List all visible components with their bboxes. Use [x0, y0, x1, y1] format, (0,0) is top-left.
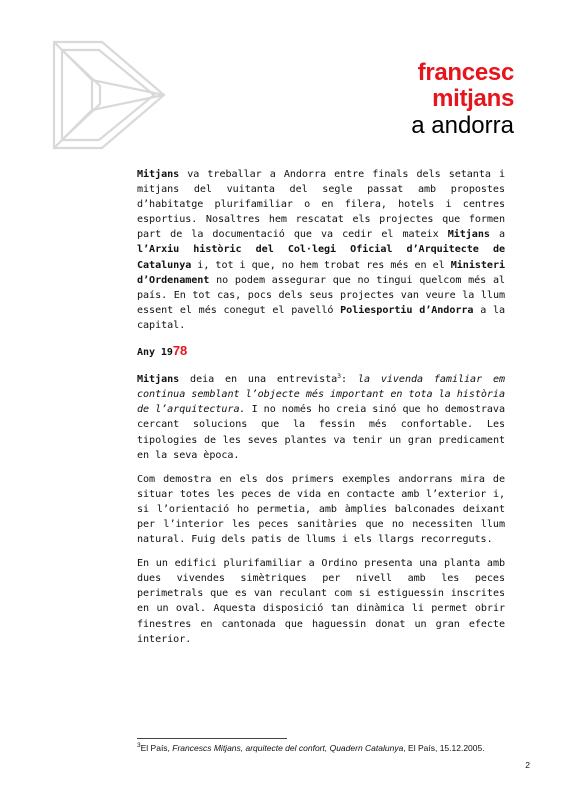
- text-span: I no només ho creia sinó que ho demostrava cercant solucions que la fessin més confortable. Les tipologies de les seves plantes va tenir un gran predicament en la seva època.: [137, 404, 505, 461]
- page-number: 2: [525, 760, 530, 770]
- text-span: :: [341, 374, 358, 386]
- year-highlight: 78: [172, 343, 188, 359]
- text-span: , El País, 15.12.2005.: [403, 743, 485, 753]
- diamond-outline-logo: [52, 40, 170, 150]
- pavilion-name: Poliesportiu d’Andorra: [340, 304, 474, 316]
- footnote-ref: 3: [337, 372, 342, 381]
- text-span: a: [489, 229, 505, 241]
- article-body: [137, 167, 505, 656]
- name-mitjans: Mitjans: [137, 169, 180, 180]
- footnote: [137, 743, 485, 753]
- text-span: va treballar a Andorra entre finals dels setanta i mitjans del vuitanta del segle passat amb propostes d’habitatge plurifamiliar o en filera, hotels i centres esportius. Nosaltres hem rescatat els projectes que formen part de la documentació que va cedir el mateix: [137, 169, 505, 241]
- paragraph-examples: Com demostra en els dos primers exemples andorrans mira de situar totes les peces de vida en contacte amb l’exterior i, si l’orientació ho permetia, amb àmplies balconades deixant per l’interior les peces sanitàries que no necessiten llum natural. Fuig dels patis de llums i els llargs recorreguts.: [137, 473, 505, 546]
- year-heading: [137, 343, 505, 360]
- text-span: i, tot i que, no hem trobat res més en el: [191, 259, 451, 271]
- text-span: deia en una entrevista: [179, 374, 338, 386]
- quote: la vivenda familiar em continua semblant l’objecte més important en tota la història de l’arquitectura.: [137, 374, 506, 416]
- text-span: El País,: [140, 743, 173, 753]
- text-span: no podem assegurar que no tingui quelcom més al país. En tot cas, pocs dels seus projectes van veure la llum essent el més conegut el pavelló: [137, 274, 505, 316]
- text-span: a la capital.: [137, 304, 506, 331]
- name-mitjans: Mitjans: [447, 229, 490, 241]
- article-title: Francescs Mitjans, arquitecte del confort, Quadern Catalunya: [172, 743, 404, 753]
- title-line-3: a andorra: [411, 111, 514, 139]
- name-mitjans: Mitjans: [137, 374, 180, 386]
- footnote-divider: [137, 738, 287, 739]
- year-prefix: Any 19: [137, 347, 173, 359]
- ministry-name: Ministeri d’Ordenament: [137, 259, 505, 286]
- paragraph-intro: [137, 167, 505, 333]
- title-line-1: francesc: [417, 59, 514, 86]
- title-line-2: mitjans: [432, 84, 514, 112]
- page-title: [411, 60, 514, 139]
- archive-name: l’Arxiu històric del Col·legi Oficial d’Arquitecte de Catalunya: [137, 244, 505, 271]
- paragraph-interview: [137, 372, 505, 463]
- paragraph-ordino: En un edifici plurifamiliar a Ordino presenta una planta amb dues vivendes simètriques per nivell amb les peces perimetrals que es van reculant com si estiguessin inscrites en un oval. Aquesta disposició tan dinàmica li permet obrir finestres en cantonada que haguessin donat un gran efecte interior.: [137, 558, 505, 645]
- footnote-number: 3: [137, 742, 141, 749]
